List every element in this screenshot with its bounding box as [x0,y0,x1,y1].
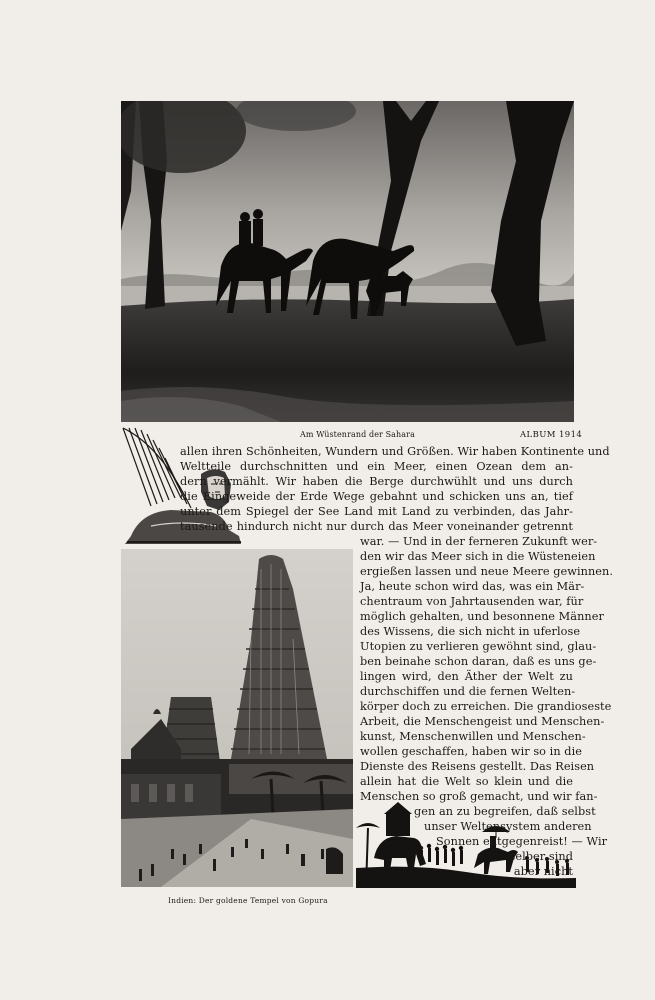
text-line: ben beinahe schon daran, daß es uns ge- [360,655,597,668]
temple-photo [121,549,353,887]
text-line: war. — Und in der ferneren Zukunft wer- [360,535,598,548]
text-line: Ja, heute schon wird das, was ein Mär- [360,580,585,593]
text-line: durchschiffen und die fernen Welten- [360,685,576,698]
text-line: allen ihren Schönheiten, Wundern und Größen. Wir haben Kontinente und [180,445,610,458]
text-line: Sonnen entgegenreist! — Wir [436,835,608,848]
text-line: unser Weltensystem anderen [424,820,592,833]
text-line: aber nicht [513,865,573,878]
text-line: die Eingeweide der Erde Wege gebahnt und schicken uns an, tief [180,490,573,503]
text-line: Weltteile durchschnitten und ein Meer, einen Ozean dem an- [180,460,573,473]
text-line: tausende hindurch nicht nur durch das Meer voneinander getrennt [180,520,573,533]
text-line: ergießen lassen und neue Meere gewinnen. [360,565,614,578]
text-line: Menschen so groß gemacht, und wir fan- [360,790,598,803]
text-line: lingen wird, den Äther der Welt zu [360,670,573,683]
text-line: Utopien zu verlieren gewöhnt sind, glau- [360,640,597,653]
text-line: dern vermählt. Wir haben die Berge durchwühlt und uns durch [180,475,573,488]
text-line: des Wissens, die sich nicht in uferlose [360,625,581,638]
text-line: wollen geschaffen, haben wir so in die [360,745,582,758]
text-line: körper doch zu erreichen. Die grandioseste [360,700,612,713]
caption-temple: Indien: Der goldene Tempel von Gopura [168,896,328,905]
camel-caravan-photo [121,101,574,422]
text-line: Dienste des Reisens gestellt. Das Reisen [360,760,595,773]
text-line: unter dem Spiegel der See Land mit Land zu verbinden, das Jahr- [180,505,573,518]
text-line: den wir das Meer sich in die Wüsteneien [360,550,596,563]
text-line: kunst, Menschenwillen und Menschen- [360,730,586,743]
caption-sahara: Am Wüstenrand der Sahara [300,430,415,439]
text-line: chentraum von Jahrtausenden war, für [360,595,584,608]
text-line: allein hat die Welt so klein und die [360,775,573,788]
text-line: gen an zu begreifen, daß selbst [414,805,596,818]
text-line: möglich gehalten, und besonnene Männer [360,610,604,623]
text-line: selber sind [509,850,573,863]
text-line: Arbeit, die Menschengeist und Menschen- [360,715,605,728]
album-label: ALBUM 1914 [520,430,583,440]
